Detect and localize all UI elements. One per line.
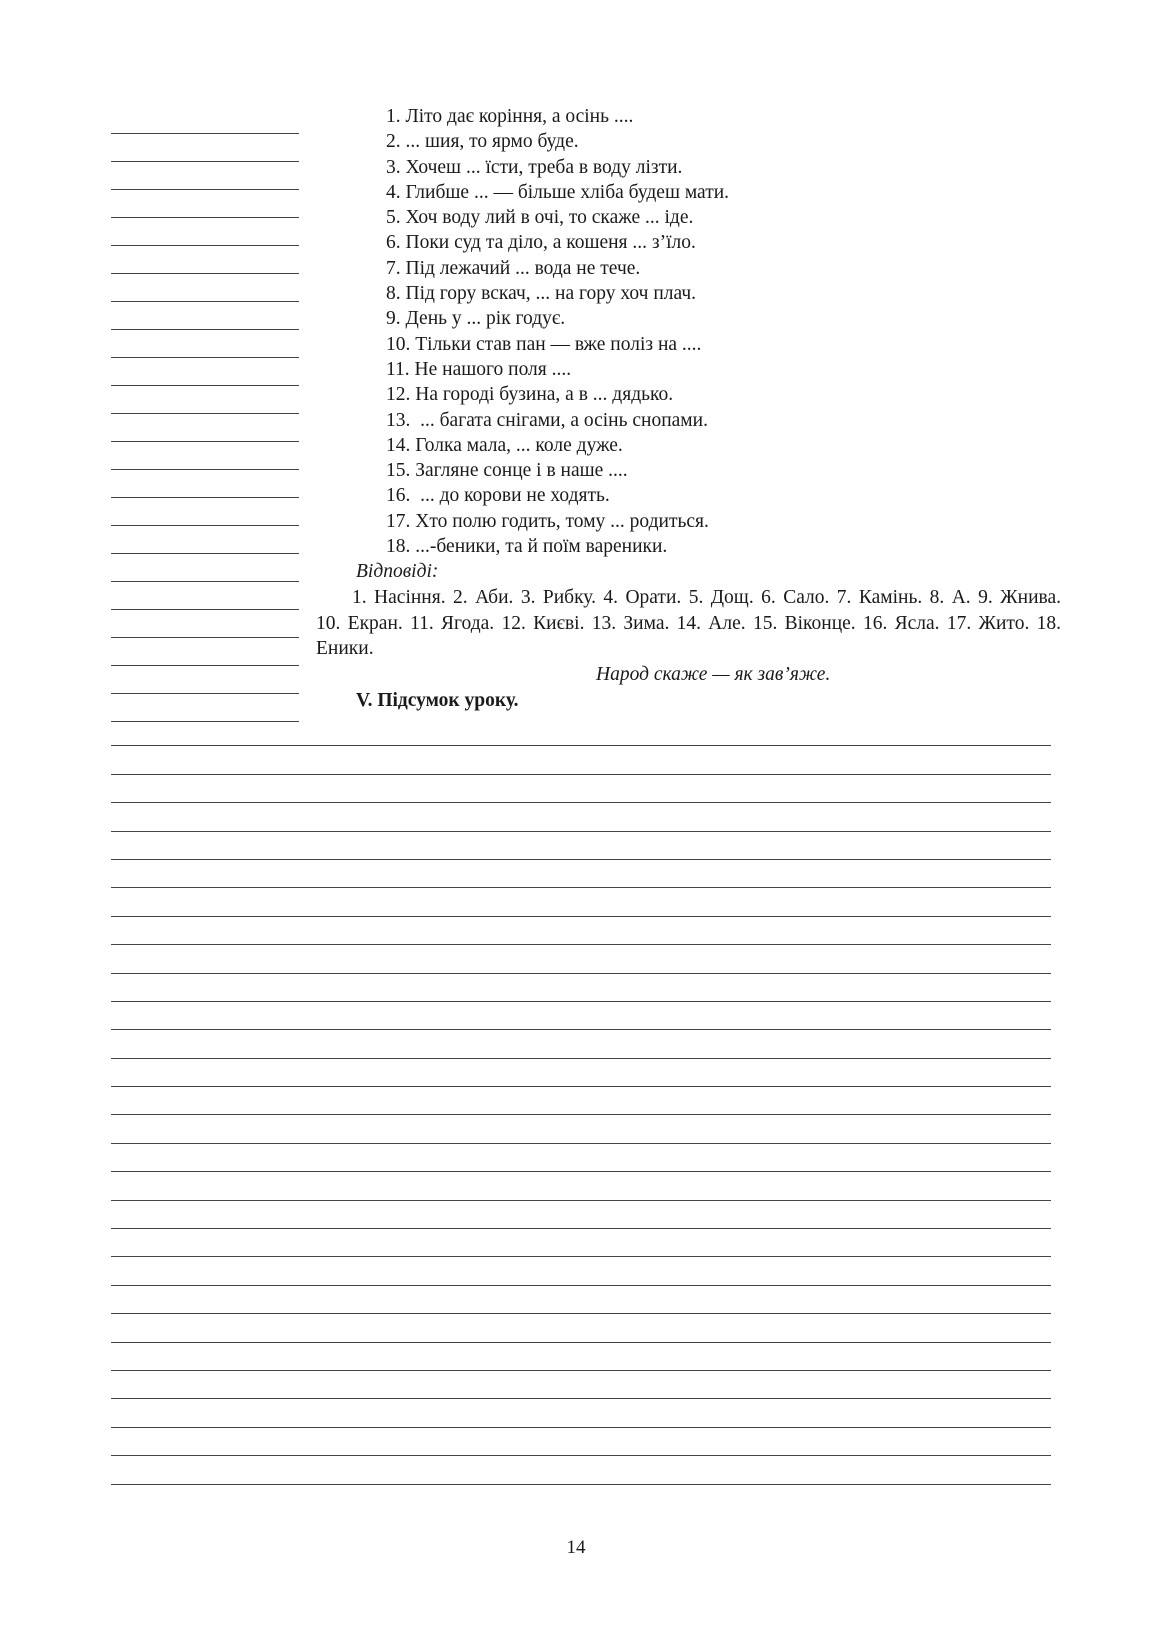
- writing-line[interactable]: [111, 1201, 1051, 1229]
- writing-line[interactable]: [111, 1371, 1051, 1399]
- writing-line[interactable]: [111, 803, 1051, 831]
- writing-line[interactable]: [111, 1343, 1051, 1371]
- writing-line[interactable]: [111, 1030, 1051, 1058]
- writing-line[interactable]: [111, 746, 1051, 774]
- writing-line[interactable]: [111, 1087, 1051, 1115]
- margin-note-line[interactable]: [111, 218, 299, 246]
- epigraph: Народ скаже — як зав’яже.: [596, 663, 831, 685]
- margin-note-line[interactable]: [111, 638, 299, 666]
- writing-line[interactable]: [111, 718, 1051, 746]
- margin-note-line[interactable]: [111, 582, 299, 610]
- proverb-item: 1. Літо дає коріння, а осінь ....: [386, 106, 634, 127]
- writing-line[interactable]: [111, 1257, 1051, 1285]
- margin-note-line[interactable]: [111, 302, 299, 330]
- writing-line[interactable]: [111, 1059, 1051, 1087]
- proverb-item: 9. День у ... рік годує.: [386, 308, 566, 330]
- proverb-item: 5. Хоч воду лий в очі, то скаже ... іде.: [386, 207, 694, 229]
- margin-note-line[interactable]: [111, 134, 299, 162]
- answers-text: 1. Насіння. 2. Аби. 3. Рибку. 4. Орати. 5. Дощ. 6. Сало. 7. Камінь. 8. А. 9. Жнива. 10. Екран. 11. Ягода. 12. Києві. 13. Зима. 14. Але. 15. Віконце. 16. Ясла. 17. Жито. 18. Еники.: [316, 587, 1061, 660]
- proverb-item: 16. ... до корови не ходять.: [386, 485, 610, 507]
- margin-note-line[interactable]: [111, 414, 299, 442]
- margin-note-line[interactable]: [111, 330, 299, 358]
- margin-note-line[interactable]: [111, 246, 299, 274]
- margin-note-line[interactable]: [111, 554, 299, 582]
- writing-line[interactable]: [111, 1115, 1051, 1143]
- margin-note-line[interactable]: [111, 106, 299, 134]
- writing-line[interactable]: [111, 917, 1051, 945]
- writing-line[interactable]: [111, 832, 1051, 860]
- proverb-item: 17. Хто полю годить, тому ... родиться.: [386, 510, 709, 532]
- proverb-item: 15. Загляне сонце і в наше ....: [386, 460, 628, 482]
- margin-note-line[interactable]: [111, 358, 299, 386]
- writing-line[interactable]: [111, 1314, 1051, 1342]
- writing-line[interactable]: [111, 1229, 1051, 1257]
- main-content: [316, 104, 1061, 714]
- writing-line[interactable]: [111, 888, 1051, 916]
- writing-line[interactable]: [111, 775, 1051, 803]
- proverb-item: 14. Голка мала, ... коле дуже.: [386, 434, 623, 456]
- proverb-item: 4. Глибше ... — більше хліба будеш мати.: [386, 181, 730, 203]
- proverb-item: 13. ... багата снігами, а осінь снопами.: [386, 409, 708, 431]
- margin-note-line[interactable]: [111, 526, 299, 554]
- proverb-item: 7. Під лежачий ... вода не тече.: [386, 257, 641, 279]
- writing-line[interactable]: [111, 1399, 1051, 1427]
- proverb-item: 18. ...-беники, та й поїм вареники.: [386, 536, 668, 558]
- proverb-item: 12. На городі бузина, а в ... дядько.: [386, 384, 674, 406]
- proverb-list: [316, 104, 1061, 559]
- margin-note-line[interactable]: [111, 162, 299, 190]
- writing-line[interactable]: [111, 860, 1051, 888]
- writing-lines: [111, 718, 1051, 1485]
- page-number: 14: [566, 1537, 586, 1558]
- answers-heading: Відповіді:: [356, 561, 439, 583]
- margin-note-line[interactable]: [111, 610, 299, 638]
- proverb-item: 2. ... шия, то ярмо буде.: [386, 131, 579, 153]
- margin-note-lines: [111, 106, 299, 722]
- proverb-item: 3. Хочеш ... їсти, треба в воду лізти.: [386, 156, 683, 178]
- section-heading: V. Підсумок уроку.: [356, 689, 519, 711]
- proverb-item: 11. Не нашого поля ....: [386, 358, 572, 380]
- writing-line[interactable]: [111, 1428, 1051, 1456]
- writing-line[interactable]: [111, 974, 1051, 1002]
- writing-line[interactable]: [111, 1456, 1051, 1484]
- margin-note-line[interactable]: [111, 442, 299, 470]
- margin-note-line[interactable]: [111, 274, 299, 302]
- writing-line[interactable]: [111, 945, 1051, 973]
- margin-note-line[interactable]: [111, 666, 299, 694]
- proverb-item: 10. Тільки став пан — вже поліз на ....: [386, 333, 702, 355]
- writing-line[interactable]: [111, 1286, 1051, 1314]
- margin-note-line[interactable]: [111, 498, 299, 526]
- writing-line[interactable]: [111, 1144, 1051, 1172]
- writing-line[interactable]: [111, 1172, 1051, 1200]
- proverb-item: 6. Поки суд та діло, а кошеня ... з’їло.: [386, 232, 696, 254]
- writing-line[interactable]: [111, 1002, 1051, 1030]
- margin-note-line[interactable]: [111, 386, 299, 414]
- proverb-item: 8. Під гору вскач, ... на гору хоч плач.: [386, 283, 697, 305]
- margin-note-line[interactable]: [111, 470, 299, 498]
- margin-note-line[interactable]: [111, 190, 299, 218]
